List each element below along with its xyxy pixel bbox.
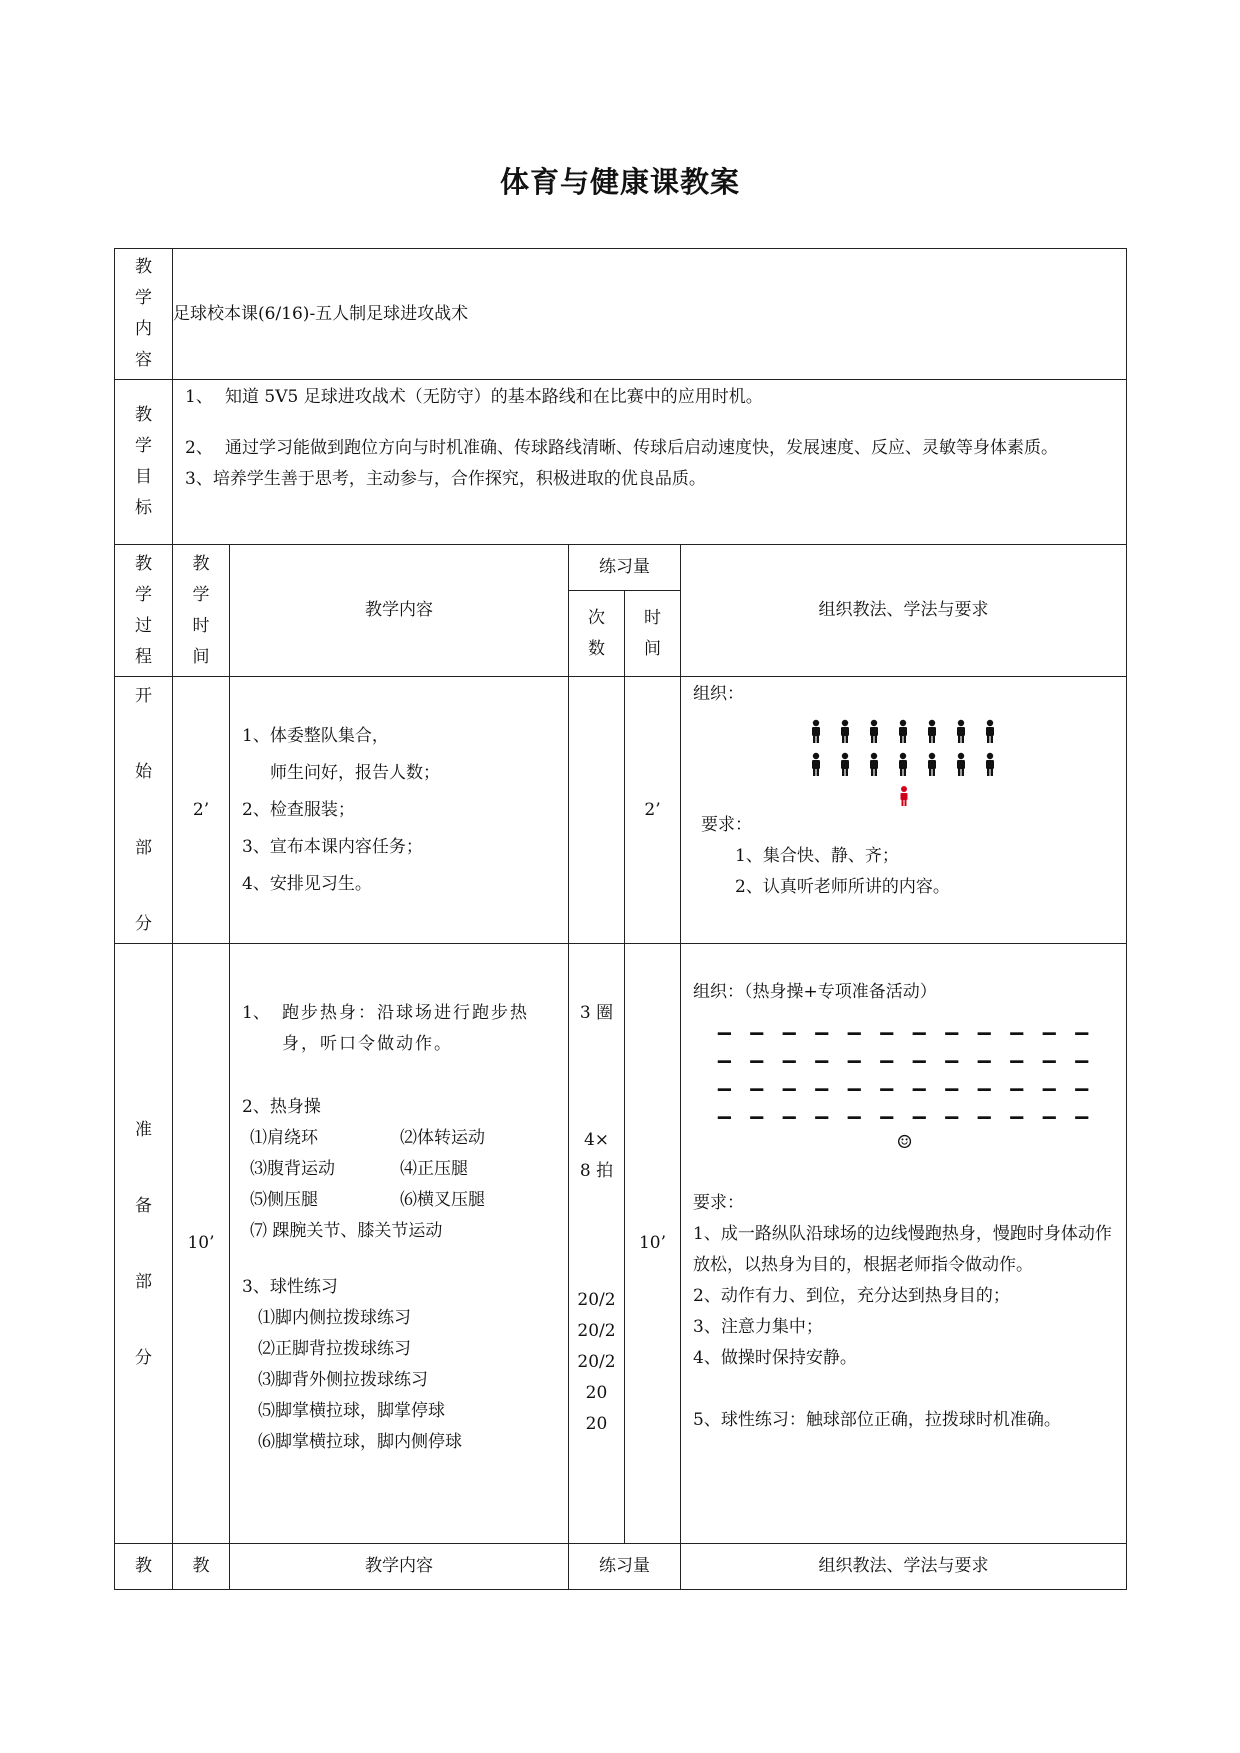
list-item: ⑵体转运动 — [400, 1128, 485, 1148]
label-teaching-goals: 教 学 目 标 — [115, 380, 173, 545]
label-teaching-content: 教 学 内 容 — [115, 249, 173, 380]
list-item: ⑶腹背运动 — [250, 1159, 335, 1179]
requirement: 1、成一路纵队沿球场的边线慢跑热身，慢跑时身体动作放松，以热身为目的，根据老师指令做动作。 — [693, 1224, 1112, 1275]
footer-method: 组织教法、学法与要求 — [681, 1544, 1127, 1590]
list-item: 师生问好，报告人数； — [270, 762, 440, 783]
footer-time: 教 — [173, 1544, 230, 1590]
requirement: 3、注意力集中； — [693, 1317, 823, 1337]
org-label: 组织： — [693, 684, 744, 704]
page-title: 体育与健康课教案 — [499, 165, 740, 199]
ball-title: 3、球性练习 — [242, 1277, 338, 1297]
count-value: 20/2 — [577, 1321, 616, 1341]
student-icon — [899, 753, 907, 776]
teaching-goals — [173, 380, 1127, 545]
req-label: 要求： — [701, 815, 752, 835]
warmup-formation — [693, 1020, 1116, 1154]
requirement: 4、做操时保持安静。 — [693, 1348, 857, 1368]
teacher-icon — [900, 786, 907, 806]
teacher-icon: ☺ — [896, 1132, 913, 1153]
requirement: 2、认真听老师所讲的内容。 — [735, 877, 950, 897]
goal-item: 3、培养学生善于思考，主动参与，合作探究，积极进取的优良品质。 — [185, 469, 706, 489]
header-content: 教学内容 — [230, 545, 569, 677]
row-teaching-content — [115, 249, 1127, 380]
count-value: 20/2 — [577, 1352, 616, 1372]
list-item: ⑹脚掌横拉球，脚内侧停球 — [258, 1432, 462, 1452]
student-icon — [841, 753, 849, 776]
header-row — [115, 545, 1127, 591]
gym-title: 2、热身操 — [242, 1097, 321, 1117]
formation-row: — — — — — — — — — — — — — [717, 1077, 1092, 1102]
list-item: ⑵正脚背拉拨球练习 — [258, 1339, 411, 1359]
header-method: 组织教法、学法与要求 — [681, 545, 1127, 677]
list-item: ⑴肩绕环 — [250, 1128, 318, 1148]
prep-time: 10’ — [173, 944, 230, 1544]
org-label: 组织：（热身操+专项准备活动） — [693, 982, 937, 1002]
start-content — [230, 677, 569, 944]
run-item: 1、 跑步热身：沿球场进行跑步热身，听口令做动作。 — [242, 1003, 529, 1054]
list-item: ⑸侧压腿 — [250, 1190, 318, 1210]
gym-list — [242, 1123, 558, 1216]
list-item: ⑸脚掌横拉球，脚掌停球 — [258, 1401, 445, 1421]
lesson-plan-table — [114, 248, 1127, 1590]
row-teaching-goals — [115, 380, 1127, 545]
prep-content — [230, 944, 569, 1544]
list-item: ⑴脚内侧拉拨球练习 — [258, 1308, 411, 1328]
requirement: 1、集合快、静、齐； — [735, 846, 899, 866]
list-item: 4、安排见习生。 — [242, 873, 372, 894]
row-footer-header — [115, 1544, 1127, 1590]
formation-diagram — [804, 712, 1004, 808]
footer-practice: 练习量 — [569, 1544, 681, 1590]
header-practice: 练习量 — [569, 545, 681, 591]
start-count — [569, 677, 625, 944]
student-icon — [986, 753, 994, 776]
header-count: 次 数 — [569, 591, 625, 677]
footer-process: 教 — [115, 1544, 173, 1590]
student-icon — [812, 753, 820, 776]
footer-content: 教学内容 — [230, 1544, 569, 1590]
teaching-content-text: 足球校本课(6/16)-五人制足球进攻战术 — [173, 249, 1127, 380]
requirement: 2、动作有力、到位，充分达到热身目的； — [693, 1286, 1010, 1306]
formation-row: — — — — — — — — — — — — — [717, 1049, 1092, 1074]
student-icon — [841, 720, 849, 743]
header-process: 教 学 过 程 — [115, 545, 173, 677]
student-icon — [870, 753, 878, 776]
student-icon — [928, 720, 936, 743]
requirement: 5、球性练习：触球部位正确，拉拨球时机准确。 — [693, 1410, 1061, 1430]
count-value: 3 圈 — [579, 1003, 614, 1023]
formation-row: — — — — — — — — — — — — — [717, 1021, 1092, 1046]
list-item: ⑷正压腿 — [400, 1159, 468, 1179]
count-value: 20 — [585, 1414, 608, 1434]
header-duration: 时 间 — [625, 591, 681, 677]
start-method — [681, 677, 1127, 944]
goal-item: 2、 通过学习能做到跑位方向与时机准确、传球路线清晰、传球后启动速度快，发展速度、反应、灵敏等身体素质。 — [185, 438, 1058, 458]
start-duration: 2’ — [625, 677, 681, 944]
count-value: 20 — [585, 1383, 608, 1403]
student-icon — [870, 720, 878, 743]
count-value: 20/2 — [577, 1290, 616, 1310]
student-icon — [957, 720, 965, 743]
prep-duration: 10’ — [625, 944, 681, 1544]
list-item: 1、体委整队集合， — [242, 725, 389, 746]
prep-method — [681, 944, 1127, 1544]
label-start-part: 开 始 部 分 — [115, 677, 173, 944]
row-start-part — [115, 677, 1127, 944]
row-prep-part — [115, 944, 1127, 1544]
label-prep-part: 准 备 部 分 — [115, 944, 173, 1544]
student-icon — [986, 720, 994, 743]
formation-row: — — — — — — — — — — — — — [717, 1105, 1092, 1130]
student-icon — [812, 720, 820, 743]
list-item: ⑶脚背外侧拉拨球练习 — [258, 1370, 428, 1390]
list-item: 3、宣布本课内容任务； — [242, 836, 423, 857]
student-icon — [899, 720, 907, 743]
list-item: ⑺ 踝腕关节、膝关节运动 — [250, 1221, 443, 1241]
count-value: 4× — [583, 1130, 610, 1150]
formation-figure — [681, 712, 1126, 808]
student-icon — [957, 753, 965, 776]
list-item: ⑹横叉压腿 — [400, 1190, 485, 1210]
list-item: 2、检查服装； — [242, 799, 355, 820]
start-time: 2’ — [173, 677, 230, 944]
count-value: 8 拍 — [579, 1161, 614, 1181]
prep-counts — [569, 944, 625, 1544]
header-time: 教 学 时 间 — [173, 545, 230, 677]
student-icon — [928, 753, 936, 776]
goal-item: 1、 知道 5V5 足球进攻战术（无防守）的基本路线和在比赛中的应用时机。 — [185, 387, 763, 407]
req-label: 要求： — [693, 1193, 744, 1213]
